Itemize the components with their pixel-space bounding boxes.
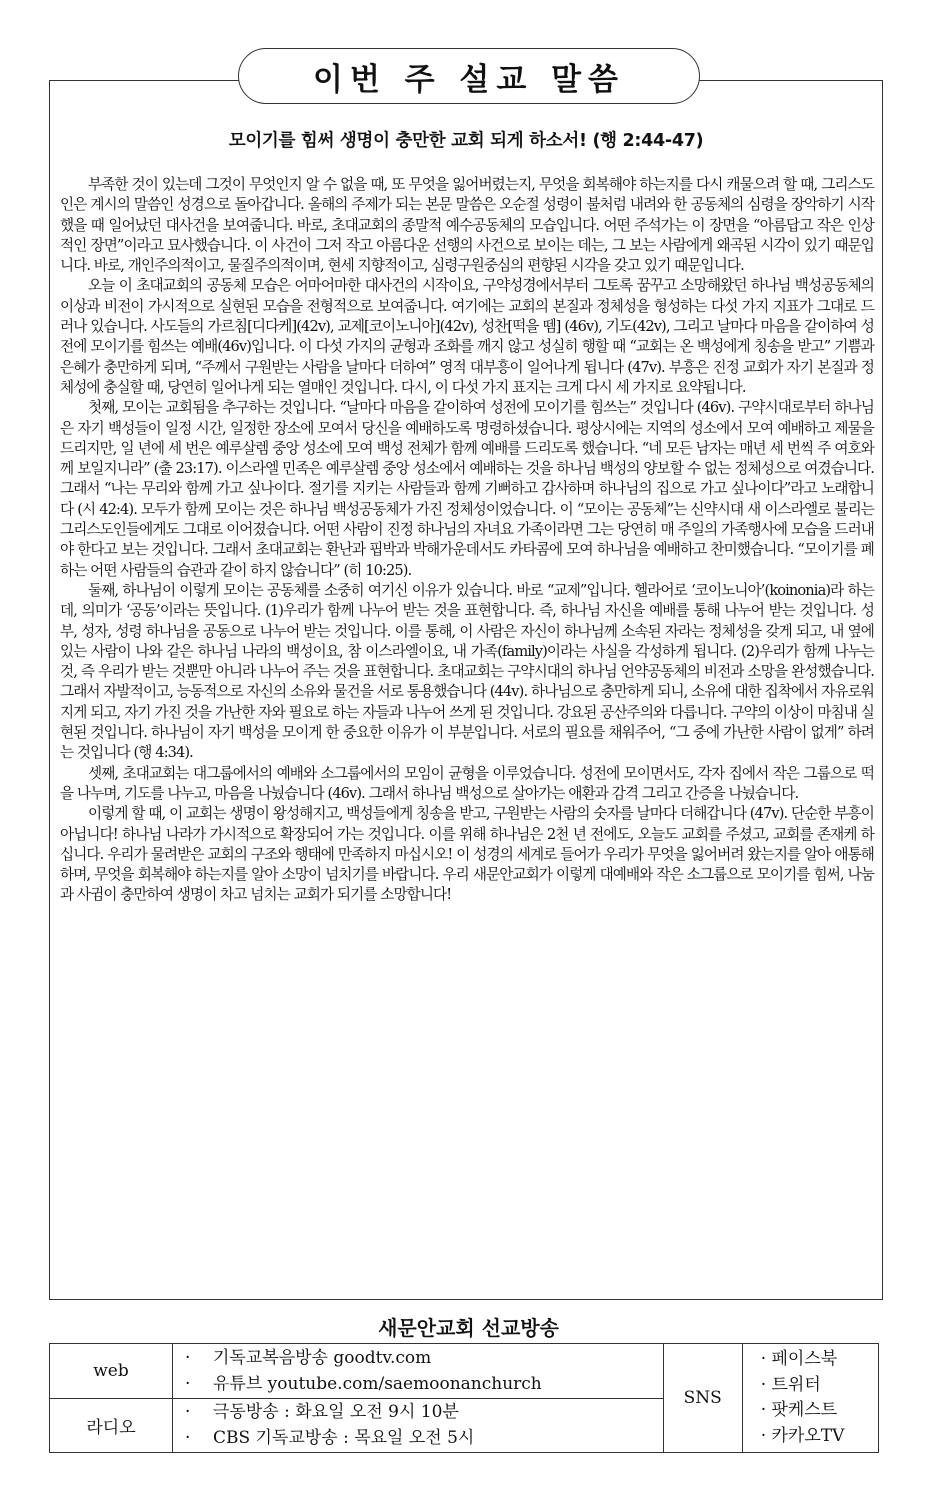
sermon-paragraph: 부족한 것이 있는데 그것이 무엇인지 알 수 없을 때, 또 무엇을 잃어버렸는지, 무엇을 회복해야 하는지를 다시 캐물으려 할 때, 그리스도인은 계시의 말씀인 성경으로 돌아갑니다. 올해의 주제가 되는 본문 말씀은 오순절 성령이 불처럼 내려와 한 공동체의 심령을 장악하기 시작했을 때 일어났던 대사건을 보여줍니다. 바로, 초대교회의 종말적 예수공동체의 모습입니다. 어떤 주석가는 이 장면을 “아름답고 작은 인상적인 장면”이라고 묘사했습니다. 이 사건이 그저 작고 아름다운 선행의 사건으로 보이는 데는, 그 보는 사람에게 왜곡된 시각이 있기 때문입니다. 바로, 개인주의적이고, 물질주의적이며, 현세 지향적이고, 심령구원중심의 편향된 시각을 갖고 있기 때문입니다.: [60, 176, 874, 275]
sns-label: SNS: [663, 1344, 742, 1453]
bullet-icon: ·: [185, 1402, 191, 1423]
broadcast-table: [49, 1343, 879, 1453]
sermon-paragraph: 이렇게 할 때, 이 교회는 생명이 왕성해지고, 백성들에게 칭송을 받고, 구원받는 사람의 숫자를 날마다 더해갑니다 (47v). 단순한 부흥이 아닙니다! 하나님 나라가 가시적으로 확장되어 가는 것입니다. 이를 위해 하나님은 2천 년 전에도, 오늘도 교회를 주셨고, 교회를 존재케 하십니다. 우리가 물려받은 교회의 구조와 행태에 만족하지 마십시오! 이 성경의 세계로 들어가 우리가 무엇을 잃어버려 왔는지를 알아 애통해 하며, 무엇을 회복해야 하는지를 알아 소망이 넘치기를 바랍니다. 우리 새문안교회가 이렇게 대예배와 작은 소그룹으로 모이기를 힘써, 나눔과 사귐이 충만하여 생명이 차고 넘치는 교회가 되기를 소망합니다!: [60, 805, 874, 904]
bullet-icon: ·: [185, 1373, 191, 1394]
sermon-body: [60, 175, 874, 906]
sns-list: [742, 1344, 878, 1453]
radio-item: 극동방송 : 화요일 오전 9시 10분: [213, 1402, 459, 1423]
sermon-paragraph: 첫째, 모이는 교회됨을 추구하는 것입니다. “날마다 마음을 같이하여 성전에 모이기를 힘쓰는” 것입니다 (46v). 구약시대로부터 하나님은 자기 백성들이 일정 시간, 일정한 장소에 모여서 당신을 예배하도록 명령하셨습니다. 평상시에는 지역의 성소에서 모여 예배하고 제물을 드리지만, 일 년에 세 번은 예루살렘 중앙 성소에 모여 백성 전체가 함께 예배를 드리도록 했습니다. “네 모든 남자는 매년 세 번씩 주 여호와께 보일지니라” (출 23:17). 이스라엘 민족은 예루살렘 중앙 성소에서 예배하는 것을 하나님 백성의 양보할 수 없는 정체성으로 여겼습니다. 그래서 “나는 무리와 함께 가고 싶나이다. 절기를 지키는 사람들과 함께 기뻐하고 감사하며 하나님의 집으로 가고 싶나이다”라고 노래합니다 (시 42:4). 모두가 함께 모이는 것은 하나님 백성공동체가 가진 정체성이었습니다. 이 “모이는 공동체”는 신약시대 새 이스라엘로 불리는 그리스도인들에게도 그대로 이어졌습니다. 어떤 사람이 진정 하나님의 자녀요 가족이라면 그는 당연히 매 주일의 가족행사에 모습을 드러내야 한다고 보는 것입니다. 그래서 초대교회는 환난과 핍박과 박해가운데서도 카타콤에 모여 하나님을 예배하고 찬미했습니다. “모이기를 폐하는 어떤 사람들의 습관과 같이 하지 않습니다” (히 10:25).: [60, 399, 874, 579]
sns-item: · 팟케스트: [760, 1400, 838, 1420]
sns-item: · 트위터: [760, 1374, 821, 1395]
sermon-paragraph: 셋째, 초대교회는 대그룹에서의 예배와 소그룹에서의 모임이 균형을 이루었습니다. 성전에 모이면서도, 각자 집에서 작은 그룹으로 떡을 나누며, 기도를 나누고, 마음을 나눴습니다 (46v). 그래서 하나님 백성으로 살아가는 애환과 감격 그리고 간증을 나눴습니다.: [60, 764, 874, 802]
bullet-icon: ·: [185, 1428, 191, 1449]
sns-item: · 페이스북: [760, 1349, 838, 1369]
web-list: [173, 1344, 664, 1399]
radio-item: CBS 기독교방송 : 목요일 오전 5시: [213, 1428, 475, 1449]
sermon-title: 모이기를 힘써 생명이 충만한 교회 되게 하소서! (행 2:44-47): [228, 131, 704, 151]
sermon-paragraph: 둘째, 하나님이 이렇게 모이는 공동체를 소중히 여기신 이유가 있습니다. 바로 “교제”입니다. 헬라어로 ‘코이노니아’(koinonia)라 하는데, 의미가 ‘공동’이라는 뜻입니다. (1)우리가 함께 나누어 받는 것을 표현합니다. 즉, 하나님 자신을 예배를 통해 나누어 받는 것입니다. 성부, 성자, 성령 하나님을 공동으로 나누어 받는 것입니다. 이를 통해, 이 사람은 자신이 하나님께 소속된 자라는 정체성을 갖게 되고, 내 옆에 있는 사람이 나와 같은 하나님 나라의 백성이요, 참 이스라엘이요, 내 가족(family)이라는 사실을 각성하게 됩니다. (2)우리가 함께 나누는 것, 즉 우리가 받는 것뿐만 아니라 나누어 주는 것을 표현합니다. 초대교회는 구약시대의 하나님 언약공동체의 비전과 소망을 완성했습니다. 그래서 자발적이고, 능동적으로 자신의 소유와 물건을 서로 통용했습니다 (44v). 하나님으로 충만하게 되니, 소유에 대한 집착에서 자유로워지게 되고, 자기 가진 것을 가난한 자와 필요로 하는 자들과 나누어 쓰게 된 것입니다. 강요된 공산주의와 다릅니다. 구약의 이상이 마침내 실현된 것입니다. 하나님이 자기 백성을 모이게 한 중요한 이유가 이 부분입니다. 서로의 필요를 채워주어, “그 중에 가난한 사람이 없게” 하려는 것입니다 (행 4:34).: [60, 581, 874, 762]
page-title: 이번 주 설교 말씀: [238, 48, 700, 104]
bullet-icon: ·: [185, 1347, 191, 1368]
broadcast-title: 새문안교회 선교방송: [378, 1316, 559, 1340]
radio-label: 라디오: [50, 1398, 173, 1453]
web-label: web: [50, 1344, 173, 1399]
list-item: [185, 1345, 663, 1371]
list-item: [185, 1425, 663, 1451]
sermon-paragraph: 오늘 이 초대교회의 공동체 모습은 어마어마한 대사건의 시작이요, 구약성경에서부터 그토록 꿈꾸고 소망해왔던 하나님 백성공동체의 이상과 비전이 가시적으로 실현된 모습을 전형적으로 보여줍니다. 여기에는 교회의 본질과 정체성을 형성하는 다섯 가지 지표가 그대로 드러나 있습니다. 사도들의 가르침[디다케](42v), 교제[코이노니아](42v), 성찬[떡을 뗌] (46v), 기도(42v), 그리고 날마다 마음을 같이하여 성전에 모이기를 힘쓰는 예배(46v)입니다. 이 다섯 가지의 균형과 조화를 깨지 않고 성실히 행할 때 “교회는 온 백성에게 칭송을 받고” 기쁨과 은혜가 충만하게 되며, “주께서 구원받는 사람을 날마다 더하여” 영적 대부흥이 일어나게 됩니다 (47v). 부흥은 진정 교회가 자기 본질과 정체성에 충실할 때, 당연히 일어나게 되는 열매인 것입니다. 다시, 이 다섯 가지 표지는 크게 다시 세 가지로 요약됩니다.: [60, 277, 874, 396]
web-item: 기독교복음방송 goodtv.com: [213, 1347, 432, 1368]
web-item: 유튜브 youtube.com/saemoonanchurch: [213, 1373, 542, 1394]
radio-list: [173, 1398, 664, 1453]
list-item: [185, 1371, 663, 1397]
table-row: [50, 1344, 879, 1399]
sns-item: · 카카오TV: [760, 1425, 845, 1446]
list-item: [185, 1399, 663, 1425]
